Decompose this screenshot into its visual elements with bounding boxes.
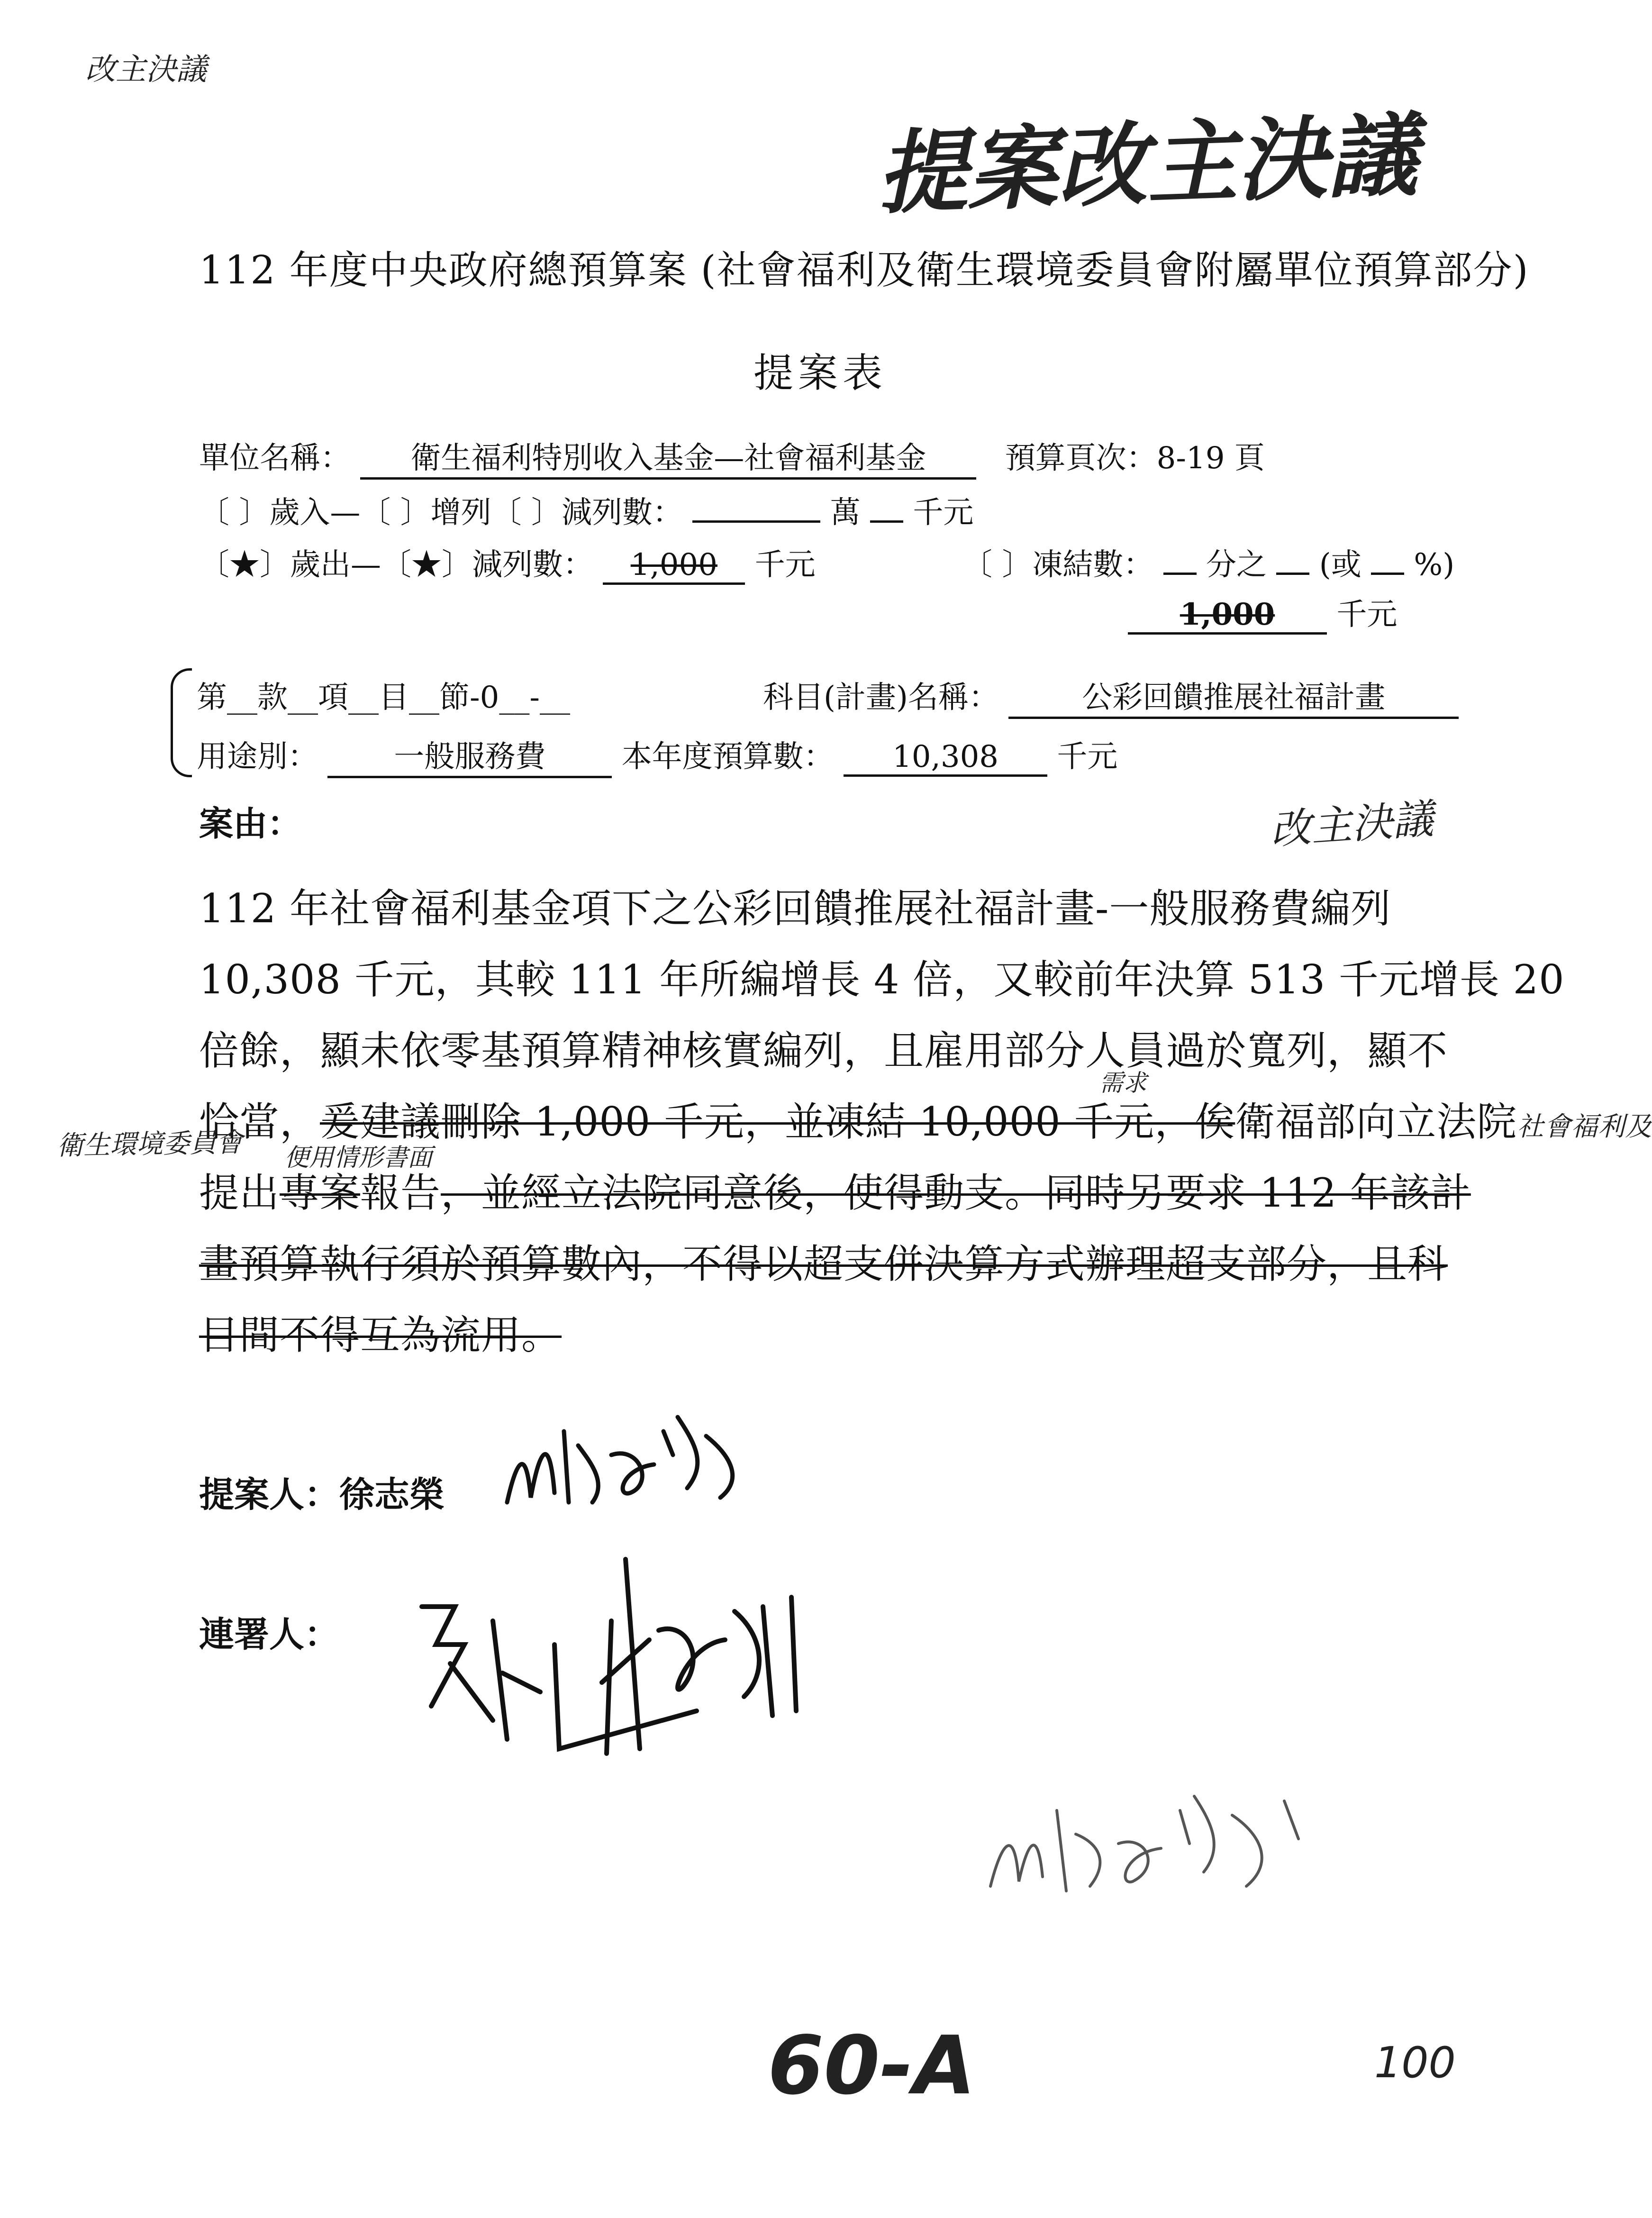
- freeze-blank-3: [1371, 573, 1404, 575]
- use-label: 用途別：: [197, 739, 318, 774]
- year-budget-label: 本年度預算數：: [621, 739, 834, 774]
- page-number: 100: [1374, 2038, 1456, 2088]
- reason-label: 案由：: [199, 803, 302, 844]
- margin-handwritten-note: 改主決議: [1269, 795, 1435, 854]
- cosigner-signature-2: [976, 1754, 1346, 1910]
- expense-amount: 1,000: [603, 547, 745, 585]
- year-budget-value: 10,308: [844, 739, 1047, 777]
- expense-row: [199, 540, 816, 585]
- reason-line-2: 10,308 千元，其較 111 年所編增長 4 倍，又較前年決算 513 千元增長 20: [199, 956, 1565, 1003]
- insert-after-legislature: 社會福利及: [1517, 1111, 1652, 1142]
- income-unit-qian: 千元: [913, 495, 974, 530]
- freeze-unit: 千元: [1336, 597, 1398, 632]
- year-budget-unit: 千元: [1057, 739, 1118, 774]
- use-row: [197, 732, 1117, 778]
- freeze-amount-row: [1128, 590, 1397, 635]
- freeze-blank-2: [1276, 573, 1309, 575]
- unit-row: [199, 434, 1265, 480]
- freeze-paren: (或: [1319, 547, 1362, 582]
- reason-line-6: 畫預算執行須於預算數內，不得以超支併決算方式辦理超支部分，且科: [199, 1241, 1448, 1287]
- document-subtitle: 提案表: [753, 350, 888, 396]
- insert-need-note: 需求: [1099, 1069, 1147, 1097]
- page-code: 60-A: [768, 2019, 976, 2113]
- insert-usage-note: 便用情形書面: [284, 1144, 433, 1172]
- reason-line-4-struck: 爰建議刪除 1,000 千元，並凍結 10,000 千元，俟: [320, 1099, 1235, 1145]
- reason-line-5-head: 提出: [199, 1170, 280, 1216]
- reason-line-5-struck-2: ，並經立法院同意後，使得動支。同時另要求 112 年該計: [441, 1170, 1471, 1216]
- corner-handwritten-note: 改主決議: [85, 52, 207, 87]
- budget-page: 預算頁次：8-19 頁: [1005, 441, 1265, 476]
- reason-line-5-mid: 報告: [360, 1170, 441, 1216]
- income-prefix: 〔 〕歲入—〔 〕增列〔 〕減列數：: [199, 495, 683, 530]
- cosigner-signature: [403, 1550, 948, 1768]
- income-row: [199, 488, 973, 532]
- freeze-percent: %): [1414, 547, 1455, 582]
- reason-line-5: [199, 1161, 1471, 1218]
- reason-line-5-struck-1: 專案: [280, 1170, 361, 1216]
- income-blank-2: [870, 520, 903, 523]
- reason-line-1: 112 年社會福利基金項下之公彩回饋推展社福計畫-一般服務費編列: [199, 885, 1391, 932]
- subject-label: 科目(計畫)名稱：: [763, 680, 999, 715]
- freeze-prefix: 〔 〕凍結數：: [962, 547, 1154, 582]
- cosigner-label: 連署人：: [199, 1614, 339, 1655]
- freeze-fraction: 分之: [1206, 547, 1267, 582]
- expense-unit: 千元: [754, 547, 816, 582]
- item-brace: [171, 668, 192, 777]
- reason-line-7: 目間不得互為流用。: [199, 1312, 562, 1358]
- unit-name: 衛生福利特別收入基金—社會福利基金: [360, 434, 976, 480]
- item-row: [197, 673, 570, 717]
- reason-line-3: 倍餘，顯未依零基預算精神核實編列，且雇用部分人員過於寬列，顯不: [199, 1027, 1448, 1074]
- income-unit-wan: 萬: [830, 495, 861, 530]
- expense-prefix: 〔★〕歲出—〔★〕減列數：: [199, 547, 593, 582]
- proposer-label: 提案人：徐志榮: [199, 1474, 445, 1515]
- proposer-signature: [498, 1389, 763, 1531]
- income-blank: [692, 520, 820, 523]
- freeze-blank-1: [1163, 573, 1197, 575]
- reason-line-4-plain: 恰當，: [199, 1099, 320, 1145]
- freeze-amount: 1,000: [1128, 597, 1327, 635]
- handwritten-title: 提案改主決議: [875, 103, 1419, 227]
- document-title: 112 年度中央政府總預算案 (社會福利及衛生環境委員會附屬單位預算部分): [199, 248, 1529, 293]
- reason-line-4-tail: 衛福部向立法院: [1235, 1099, 1517, 1145]
- use-name: 一般服務費: [327, 732, 612, 778]
- subject-row: [763, 673, 1459, 719]
- freeze-row: [962, 540, 1454, 584]
- item-codes: 第__款__項__目__節-0__-__: [197, 680, 570, 715]
- left-margin-note: 衛生環境委員會: [56, 1127, 243, 1162]
- unit-label: 單位名稱：: [199, 441, 351, 476]
- subject-name: 公彩回饋推展社福計畫: [1008, 673, 1459, 719]
